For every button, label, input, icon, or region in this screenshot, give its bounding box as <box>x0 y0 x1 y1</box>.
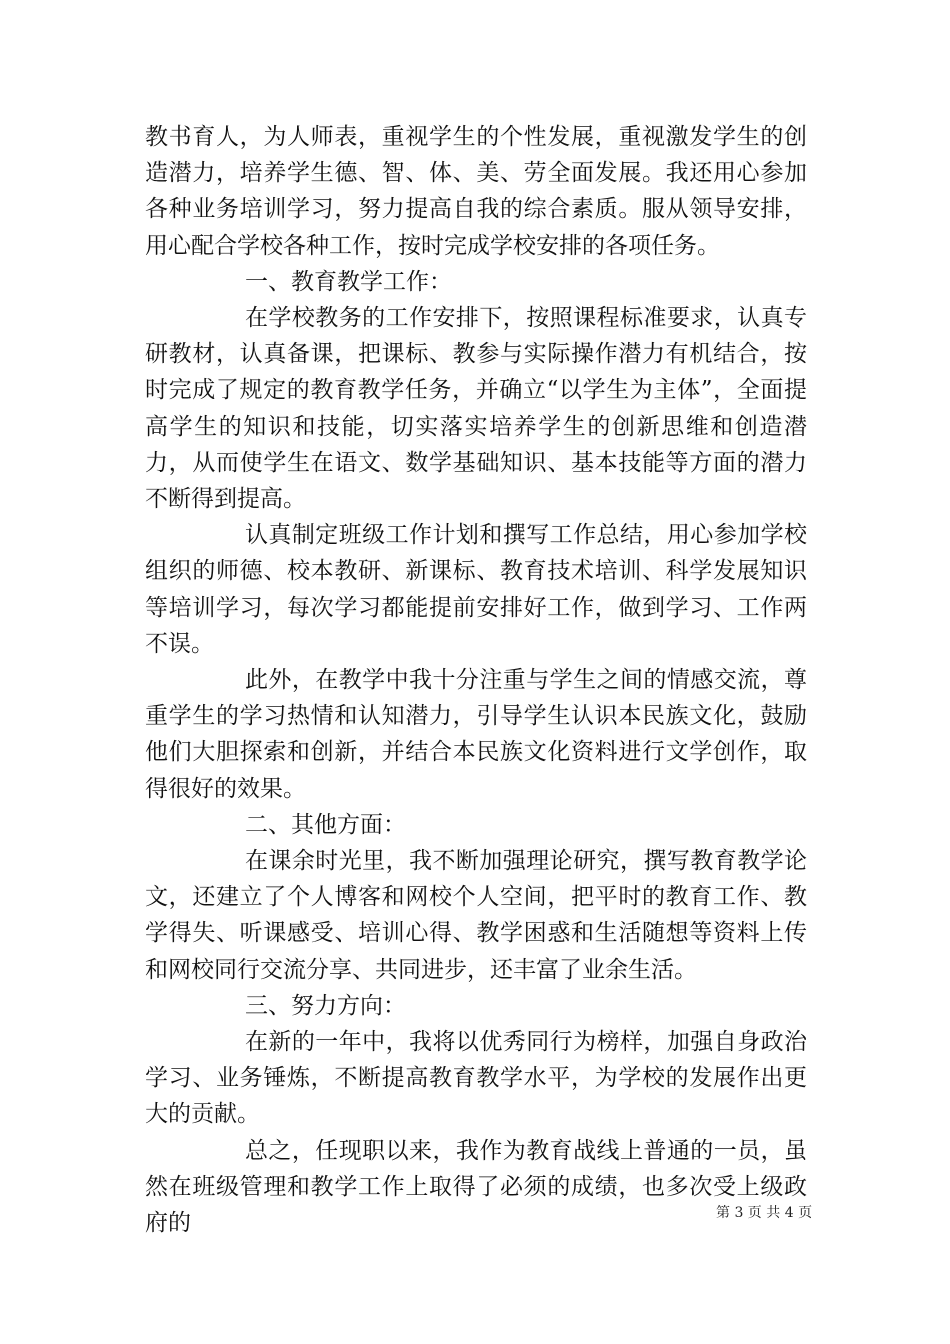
section-heading-teaching: 一、教育教学工作： <box>245 268 452 295</box>
paragraph-summary: 总之，任现职以来，我作为教育战线上普通的一员，虽然在班级管理和教学工作上取得了必须的成绩，也多次受上级政府的 <box>145 1137 807 1237</box>
paragraph-continuation: 教书育人，为人师表，重视学生的个性发展，重视激发学生的创造潜力，培养学生德、智、体、美、劳全面发展。我还用心参加各种业务培训学习，努力提高自我的综合素质。服从领导安排，用心配合学校各种工作，按时完成学校安排的各项任务。 <box>145 124 807 259</box>
page-number-footer: 第 3 页 共 4 页 <box>716 1205 813 1221</box>
paragraph-spare-time: 在课余时光里，我不断加强理论研究，撰写教育教学论文，还建立了个人博客和网校个人空间，把平时的教育工作、教学得失、听课感受、培训心得、教学困惑和生活随想等资料上传和网校同行交流分享、共同进步，还丰富了业余生活。 <box>145 848 807 983</box>
paragraph-training: 认真制定班级工作计划和撰写工作总结，用心参加学校组织的师德、校本教研、新课标、教育技术培训、科学发展知识等培训学习，每次学习都能提前安排好工作，做到学习、工作两不误。 <box>145 522 807 657</box>
section-heading-direction: 三、努力方向： <box>245 992 406 1019</box>
section-heading-other: 二、其他方面： <box>245 811 406 838</box>
paragraph-new-year: 在新的一年中，我将以优秀同行为榜样，加强自身政治学习、业务锤炼，不断提高教育教学水平，为学校的发展作出更大的贡献。 <box>145 1029 807 1128</box>
paragraph-emotional-exchange: 此外，在教学中我十分注重与学生之间的情感交流，尊重学生的学习热情和认知潜力，引导学生认识本民族文化，鼓励他们大胆探索和创新，并结合本民族文化资料进行文学创作，取得很好的效果。 <box>145 667 807 802</box>
document-body <box>145 119 807 1241</box>
paragraph-teaching-work: 在学校教务的工作安排下，按照课程标准要求，认真专研教材，认真备课，把课标、教参与实际操作潜力有机结合，按时完成了规定的教育教学任务，并确立“以学生为主体”，全面提高学生的知识和技能，切实落实培养学生的创新思维和创造潜力，从而使学生在语文、数学基础知识、基本技能等方面的潜力不断得到提高。 <box>145 305 807 513</box>
